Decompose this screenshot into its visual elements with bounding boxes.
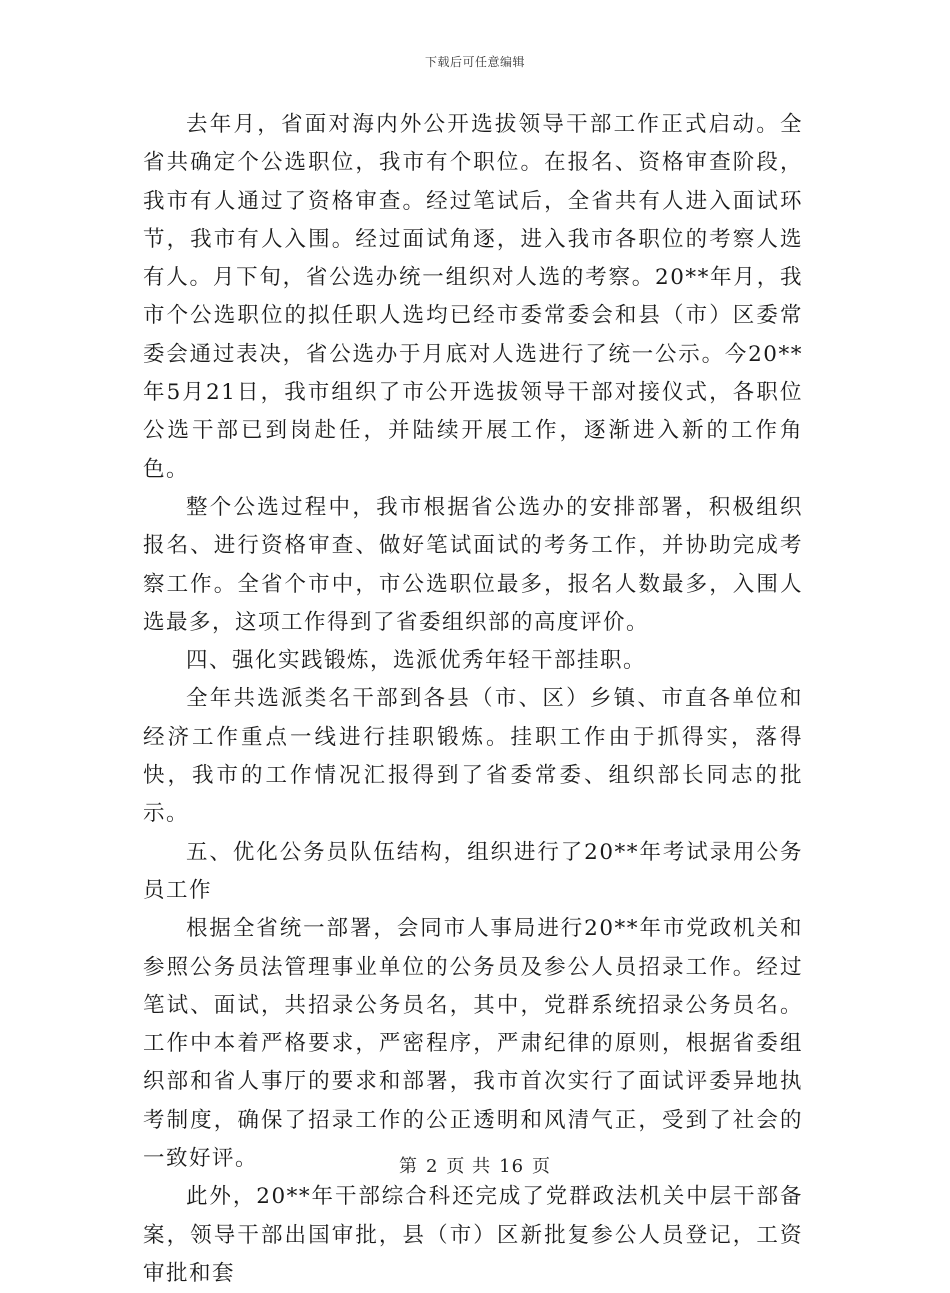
section-heading-five: 五、优化公务员队伍结构，组织进行了20**年考试录用公务员工作 bbox=[143, 839, 803, 903]
footer-suffix: 页 bbox=[532, 1156, 552, 1177]
section-heading-four: 四、强化实践锻炼，选派优秀年轻干部挂职。 bbox=[186, 648, 647, 674]
paragraph-selection-process: 整个公选过程中，我市根据省公选办的安排部署，积极组织报名、进行资格审查、做好笔试面试的考务工作，并协助完成考察工作。全省个市中，市公选职位最多，报名人数最多，入围人选最多，这项工作得到了省委组织部的高度评价。 bbox=[143, 494, 803, 635]
current-page-number: 2 bbox=[425, 1156, 439, 1177]
footer-prefix: 第 bbox=[398, 1156, 418, 1177]
document-body bbox=[143, 106, 803, 1293]
paragraph-civil-servant-recruitment: 根据全省统一部署，会同市人事局进行20**年市党政机关和参照公务员法管理事业单位的公务员及参公人员招录工作。经过笔试、面试，共招录公务员名，其中，党群系统招录公务员名。工作中本着严格要求，严密程序，严肃纪律的原则，根据省委组织部和省人事厅的要求和部署，我市首次实行了面试评委异地执考制度，确保了招录工作的公正透明和风清气正，受到了社会的一致好评。 bbox=[143, 916, 803, 1172]
page-header-note: 下载后可任意编辑 bbox=[424, 55, 525, 69]
footer-middle: 页 共 bbox=[446, 1156, 492, 1177]
page-footer bbox=[0, 1152, 950, 1178]
total-pages-number: 16 bbox=[499, 1156, 525, 1177]
paragraph-temporary-posts: 全年共选派类名干部到各县（市、区）乡镇、市直各单位和经济工作重点一线进行挂职锻炼。挂职工作由于抓得实，落得快，我市的工作情况汇报得到了省委常委、组织部长同志的批示。 bbox=[143, 686, 803, 827]
paragraph-other-work: 此外，20**年干部综合科还完成了党群政法机关中层干部备案，领导干部出国审批，县（市）区新批复参公人员登记，工资审批和套 bbox=[143, 1184, 803, 1286]
paragraph-public-selection: 去年月，省面对海内外公开选拔领导干部工作正式启动。全省共确定个公选职位，我市有个职位。在报名、资格审查阶段，我市有人通过了资格审查。经过笔试后，全省共有人进入面试环节，我市有人入围。经过面试角逐，进入我市各职位的考察人选有人。月下旬，省公选办统一组织对人选的考察。20**年月，我市个公选职位的拟任职人选均已经市委常委会和县（市）区委常委会通过表决，省公选办于月底对人选进行了统一公示。今20**年5月21日，我市组织了市公开选拔领导干部对接仪式，各职位公选干部已到岗赴任，并陆续开展工作，逐渐进入新的工作角色。 bbox=[143, 112, 803, 482]
